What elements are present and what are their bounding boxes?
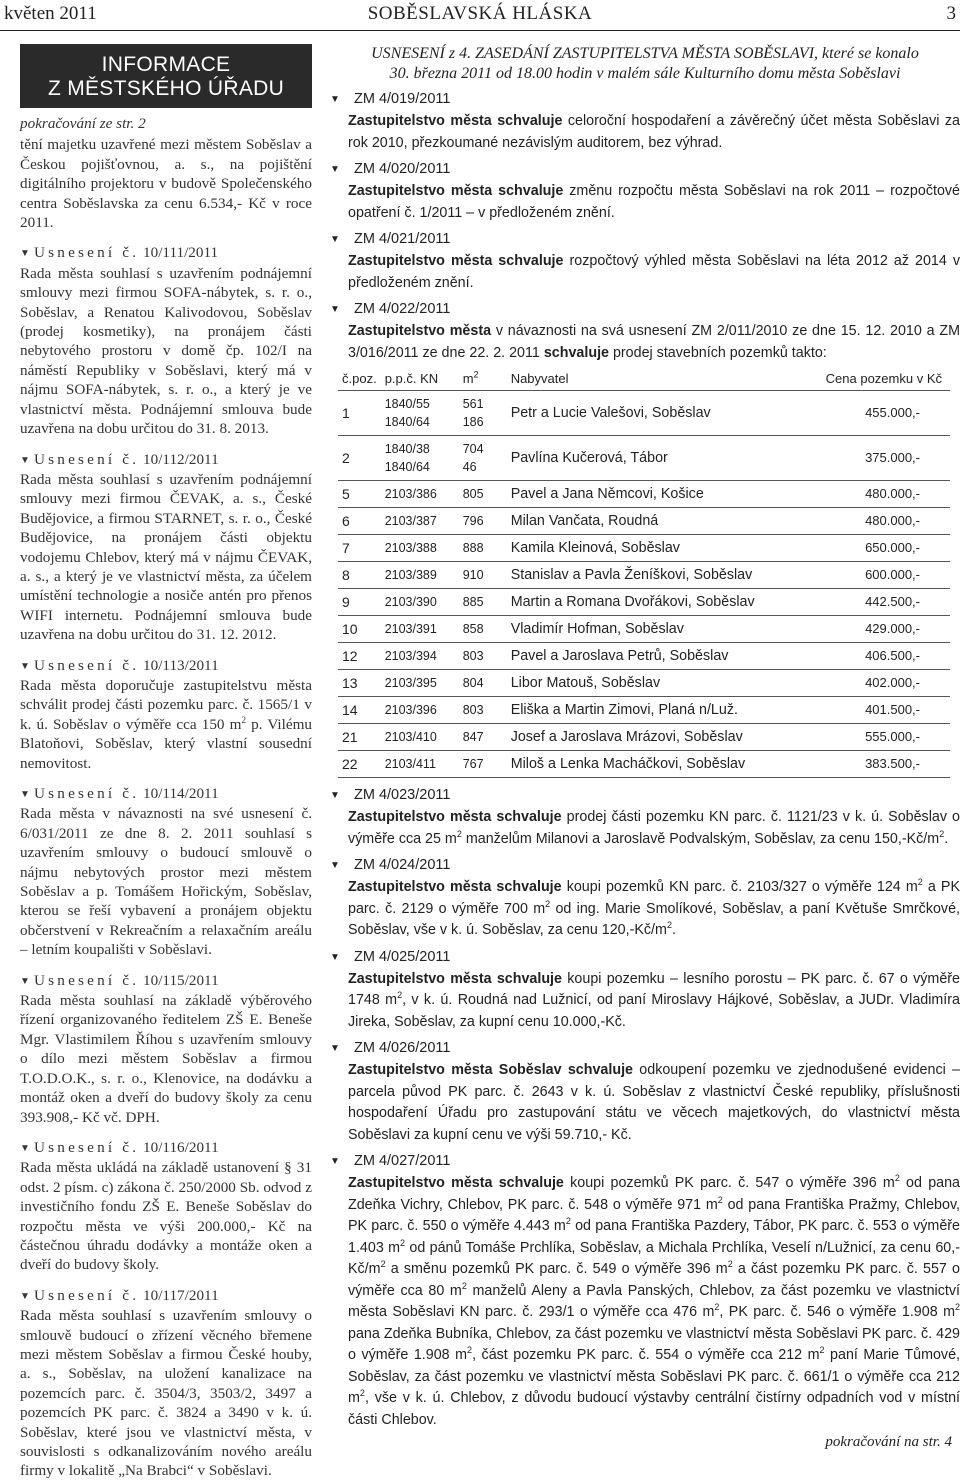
col-header-price: Cena pozemku v Kč [786, 368, 950, 391]
area: 803 [462, 649, 484, 663]
left-column [20, 44, 312, 1481]
resolution-item [330, 784, 960, 850]
resolution-text: Rada města doporučuje zastupitelstvu města schválit prodej části pozemku parc. č. 1565/1 v k. ú. Soběslav o výměře cca 150 $m^2$ p. Vilému Blatoňovi, Soběslav, který vlastní sousední nemovitost. [20, 676, 312, 772]
plot-number: 10 [338, 616, 381, 643]
area: 910 [462, 568, 484, 582]
resolution-text: koupi pozemku – lesního porostu – PK parc. č. 67 o výměře 1748 $m^2$, v k. ú. Roudná nad Lužnicí, od paní Miroslavy Hájkové, Soběslav, a JUDr. Vladimíra Jireka, Soběslav, za kupní cenu 10.000,-Kč. [348, 970, 960, 1030]
resolution-text: Rada města souhlasí s uzavřením podnájemní smlouvy mezi firmou SOFA-nábytek, s. r. o., Soběslav, a Renatou Kalivodovou, Soběslav (prodej kosmetiky), na pronájem části nebytového prostoru v domě čp. 102/I na náměstí Republiky v Soběslavi, který má v nájmu SOFA-nábytek, s. r. o., a který je ve vlastnictví města. Podnájemní smlouva bude uzavřena na dobu určitou do 31. 8. 2013. [20, 264, 312, 438]
buyer-name: Pavel a Jaroslava Petrů, Soběslav [507, 643, 786, 670]
resolution-lead: Zastupitelstvo města Soběslav schvaluje [348, 1062, 634, 1078]
running-header [0, 0, 960, 31]
plot-number: 9 [338, 589, 381, 616]
plot-price: 442.500,- [786, 589, 950, 616]
area: 561 [462, 397, 484, 411]
buyer-name: Eliška a Martin Zimovi, Planá n/Luž. [507, 697, 786, 724]
resolution-item [20, 450, 312, 645]
table-row [338, 481, 950, 508]
resolution-text: odkoupení pozemku ve zjednodušené evidenci – parcela původ PK parc. č. 2643 v k. ú. Soběslav z vlastnictví České republiky, příslušnosti hospodaření Úřadu pro zastupování státu ve věcech majetkových, do vlastnictví města Soběslavi za kupní cenu ve výši 59.710,- Kč. [348, 1062, 960, 1143]
plot-price: 555.000,- [786, 724, 950, 751]
resolution-label: Usnesení č. [34, 244, 140, 262]
plot-price: 383.500,- [786, 751, 950, 778]
area: 704 [462, 442, 484, 456]
plot-price: 480.000,- [786, 481, 950, 508]
bullet-arrow-icon: ▼ [20, 1290, 30, 1302]
resolution-item [330, 88, 960, 154]
resolution-label: Usnesení č. [34, 971, 140, 989]
buyer-name: Martin a Romana Dvořákovi, Soběslav [507, 589, 786, 616]
bullet-arrow-icon: ▼ [20, 660, 30, 672]
table-row [338, 697, 950, 724]
plot-price: 650.000,- [786, 535, 950, 562]
resolution-lead: Zastupitelstvo města schvaluje [348, 113, 563, 129]
plot-number: 6 [338, 508, 381, 535]
resolution-number: 10/112/2011 [143, 450, 219, 468]
resolution-item [330, 1037, 960, 1146]
resolution-item [20, 784, 312, 960]
lead-paragraph: tění majetku uzavřené mezi městem Soběslav a Českou pojišťovnou, a. s., na pojištění digitálního projektoru v budově Společenského centra Soběslavska za cenu 6.534,- Kč v roce 2011. [20, 136, 312, 232]
table-header-row [338, 368, 950, 391]
parcel-no: 1840/64 [384, 460, 430, 474]
parcel-no: 2103/394 [384, 649, 437, 663]
section-box [20, 44, 312, 108]
buyer-name: Stanislav a Pavla Ženíškovi, Soběslav [507, 562, 786, 589]
table-row [338, 670, 950, 697]
resolution-label: Usnesení č. [34, 1138, 140, 1156]
resolution-label: Usnesení č. [34, 656, 140, 674]
resolution-number: 10/115/2011 [143, 971, 219, 989]
resolution-number: ZM 4/020/2011 [354, 161, 451, 177]
resolution-number: ZM 4/024/2011 [354, 857, 451, 873]
parcel-no: 1840/38 [384, 442, 430, 456]
resolution-text: koupi pozemků KN parc. č. 2103/327 o výměře 124 $m^2$ a PK parc. č. 2129 o výměře 700 $m^2$ od ing. Marie Smolíkové, Soběslav, a paní Květuše Smrčkové, Soběslav, vše v k. ú. Soběslav, za cenu $120,-Kč/m^2$. [348, 877, 960, 938]
resolution-number: ZM 4/023/2011 [354, 787, 451, 803]
bullet-arrow-icon: ▼ [20, 454, 30, 466]
right-column [330, 44, 960, 1453]
resolution-lead: Zastupitelstvo města schvaluje [348, 1175, 564, 1191]
area: 46 [462, 460, 477, 474]
area: 888 [462, 541, 484, 555]
resolution-text: rozpočtový výhled města Soběslavi na léta 2012 až 2014 v předloženém znění. [348, 253, 960, 291]
page-number: 3 [946, 3, 956, 24]
area: 885 [462, 595, 484, 609]
parcel-no: 2103/390 [384, 595, 437, 609]
bullet-arrow-icon: ▼ [330, 1156, 340, 1167]
resolution-number: 10/111/2011 [143, 244, 219, 262]
resolution-text: v návaznosti na svá usnesení ZM 2/011/2010 ze dne 15. 12. 2010 a ZM 3/016/2011 ze dne 22. 2. 2011 [348, 323, 960, 361]
section-title-line1: INFORMACE [101, 53, 231, 76]
buyer-name: Libor Matouš, Soběslav [507, 670, 786, 697]
resolution-item [330, 854, 960, 942]
resolution-list [20, 243, 312, 1480]
resolution-text: celoroční hospodaření a závěrečný účet města Soběslavi za rok 2010, přezkoumané nezávislým auditorem, bez výhrad. [348, 113, 960, 151]
parcel-no: 2103/386 [384, 487, 437, 501]
section-title-line2: Z MĚSTSKÉHO ÚŘADU [47, 77, 285, 100]
buyer-name: Josef a Jaroslava Mrázovi, Soběslav [507, 724, 786, 751]
parcel-no: 2103/387 [384, 514, 437, 528]
col-header-buyer: Nabyvatel [507, 368, 786, 391]
buyer-name: Kamila Kleinová, Soběslav [507, 535, 786, 562]
resolution-number: ZM 4/021/2011 [354, 231, 451, 247]
area: 804 [462, 676, 484, 690]
resolution-number: 10/116/2011 [143, 1138, 219, 1156]
parcel-no: 2103/389 [384, 568, 437, 582]
resolution-text: Rada města ukládá na základě ustanovení § 31 odst. 2 písm. c) zákona č. 250/2000 Sb. odvod z investičního fondu ZŠ E. Beneše Soběslav do rozpočtu města ve výši 200.000,- Kč na částečnou úhradu dodávky a montáže oken a dveří do budovy školy. [20, 1159, 312, 1274]
plot-number: 13 [338, 670, 381, 697]
resolution-item [20, 656, 312, 773]
bullet-arrow-icon: ▼ [330, 304, 340, 315]
parcel-no: 2103/396 [384, 703, 437, 717]
continued-from: pokračování ze str. 2 [20, 115, 146, 132]
publication-title: SOBĚSLAVSKÁ HLÁSKA [367, 3, 593, 24]
table-row [338, 508, 950, 535]
bullet-arrow-icon: ▼ [330, 234, 340, 245]
parcel-no: 1840/55 [384, 397, 430, 411]
bullet-arrow-icon: ▼ [330, 164, 340, 175]
plot-number: 8 [338, 562, 381, 589]
table-row [338, 616, 950, 643]
issue-date: květen 2011 [4, 3, 97, 24]
resolution-text: Rada města souhlasí s uzavřením smlouvy o smlouvě budoucí o zřízení věcného břemene mezi městem Soběslav a firmou České houby, a. s., Soběslav, na uložení kanalizace na pozemcích parc. č. 3504/3, 3503/2, 3497 a pozemcích PK parc. č. 3824 a 3490 v k. ú. Soběslav, které jsou ve vlastnictví města, v souvislosti s odkanalizováním nového areálu firmy v lokalitě „Na Brabci“ v Soběslavi. [20, 1307, 312, 1480]
resolution-item [330, 1150, 960, 1431]
col-header-poz: č.poz. [338, 368, 381, 391]
continued-on: pokračování na str. 4 [825, 1434, 952, 1450]
parcel-no: 2103/410 [384, 730, 437, 744]
table-row [338, 436, 950, 481]
resolution-number: 10/114/2011 [143, 785, 219, 802]
plot-number: 7 [338, 535, 381, 562]
resolution-number: 10/113/2011 [143, 656, 219, 674]
resolutions-bottom [330, 784, 960, 1431]
plot-price: 375.000,- [786, 436, 950, 481]
resolution-text: Rada města v návaznosti na své usnesení č. 6/031/2011 ze dne 8. 2. 2011 souhlasí s uzavřením smlouvy o budoucí smlouvě o nájmu nebytových prostor mezi městem Soběslav a p. Tomášem Hořickým, Soběslav, kterou se řeší vybavení a pronájem objektu občerstvení v Rekreačním a relaxačním areálu – letním koupališti v Soběslavi. [20, 805, 312, 959]
resolutions-top [330, 88, 960, 294]
resolution-verb: schvaluje [543, 344, 609, 361]
plot-price: 401.500,- [786, 697, 950, 724]
area: 767 [462, 757, 484, 771]
resolution-number: 10/117/2011 [143, 1286, 219, 1304]
resolution-item [330, 228, 960, 294]
resolution-label: Usnesení č. [34, 1286, 140, 1304]
table-row [338, 724, 950, 751]
resolution-number: ZM 4/022/2011 [354, 301, 451, 317]
table-row [338, 535, 950, 562]
resolution-text-end: prodej stavebních pozemků takto: [609, 344, 827, 361]
table-row [338, 391, 950, 436]
area: 803 [462, 703, 484, 717]
resolution-item [330, 946, 960, 1034]
resolution-item [20, 971, 312, 1127]
buyer-name: Milan Vančata, Roudná [507, 508, 786, 535]
resolution-text: změnu rozpočtu města Soběslavi na rok 2011 – rozpočtové opatření č. 1/2011 – v předloženém znění. [348, 183, 960, 221]
bullet-arrow-icon: ▼ [330, 94, 340, 105]
resolution-item [20, 1286, 312, 1481]
col-header-ppc: p.p.č. KN [381, 368, 459, 391]
bullet-arrow-icon: ▼ [20, 789, 30, 800]
table-row [338, 589, 950, 616]
resolution-lead: Zastupitelstvo města schvaluje [348, 183, 564, 199]
resolution-number: ZM 4/027/2011 [354, 1153, 451, 1169]
parcel-no: 1840/64 [384, 415, 430, 429]
resolution-022 [330, 298, 960, 364]
bullet-arrow-icon: ▼ [330, 1043, 340, 1054]
plot-number: 1 [338, 391, 381, 436]
assembly-heading-line1: USNESENÍ z 4. ZASEDÁNÍ ZASTUPITELSTVA MĚSTA SOBĚSLAVI, které se konalo [371, 45, 919, 62]
plot-number: 12 [338, 643, 381, 670]
area: 186 [462, 415, 484, 429]
plot-price: 429.000,- [786, 616, 950, 643]
table-row [338, 643, 950, 670]
resolution-lead: Zastupitelstvo města schvaluje [348, 970, 562, 987]
buyer-name: Pavlína Kučerová, Tábor [507, 436, 786, 481]
plot-number: 14 [338, 697, 381, 724]
area: 847 [462, 730, 484, 744]
plot-price: 455.000,- [786, 391, 950, 436]
resolution-lead: Zastupitelstvo města schvaluje [348, 879, 562, 895]
resolution-text: Rada města souhlasí s uzavřením podnájemní smlouvy mezi firmou ČEVAK, a. s., České Budějovice, a firmou STARNET, s. r. o., České Budějovice, na pronájem části objektu vodojemu Chlebov, který má v nájmu ČEVAK, a. s., a který je ve vlastnictví města, za účelem umístění technologie a nosiče antén pro přenos WIFI internetu. Podnájemní smlouva bude uzavřena na dobu určitou do 31. 12. 2012. [20, 470, 312, 644]
plot-price: 406.500,- [786, 643, 950, 670]
resolution-text: Rada města souhlasí na základě výběrového řízení organizovaného ředitelem ZŠ E. Beneše Mgr. Vlastimilem Říhou s uzavřením smlouvy o dílo mezi městem Soběslav a firmou T.O.D.O.K., s. r. o., Klenovice, na dodávku a montáž oken a dveří do budovy školy za cenu 393.908,- Kč vč. DPH. [20, 992, 312, 1126]
parcel-no: 2103/391 [384, 622, 437, 636]
resolution-item [20, 1138, 312, 1275]
plot-number: 21 [338, 724, 381, 751]
table-row [338, 562, 950, 589]
plot-number: 2 [338, 436, 381, 481]
resolution-number: ZM 4/019/2011 [354, 91, 451, 107]
bullet-arrow-icon: ▼ [330, 790, 340, 801]
plot-price: 600.000,- [786, 562, 950, 589]
resolution-number: ZM 4/025/2011 [354, 948, 451, 965]
table-row [338, 751, 950, 778]
resolution-item [20, 243, 312, 438]
resolution-label: Usnesení č. [34, 785, 140, 802]
resolution-text: prodej části pozemku KN parc. č. 1121/23 v k. ú. Soběslav o výměře cca 25 $m^2$ manželům Milanovi a Jaroslavě Podvalským, Soběslav, za cenu $150,-Kč/m^2$. [348, 809, 960, 847]
area: 805 [462, 487, 484, 501]
parcel-no: 2103/395 [384, 676, 437, 690]
buyer-name: Miloš a Lenka Macháčkovi, Soběslav [507, 751, 786, 778]
plot-price: 480.000,- [786, 508, 950, 535]
resolution-label: Usnesení č. [34, 450, 140, 468]
parcel-table [338, 368, 950, 778]
buyer-name: Petr a Lucie Valešovi, Soběslav [507, 391, 786, 436]
assembly-heading-line2: 30. března 2011 od 18.00 hodin v malém sále Kulturního domu města Soběslavi [389, 65, 901, 82]
area: 796 [462, 514, 484, 528]
resolution-lead: Zastupitelstvo města [348, 323, 492, 339]
resolution-text: koupi pozemků PK parc. č. 547 o výměře 396 $m^2$ od pana Zdeňka Vichry, Chlebov, PK parc. č. 548 o výměře 971 $m^2$ od pana Františka Pražmy, Chlebov, PK parc. č. 550 o výměře 4.443 $m^2$ od pana Františka Pazdery, Tábor, PK parc. č. 553 o výměře 1.403 $m^2$ od pánů Tomáše Prchlíka, Soběslav, a Michala Prchlíka, Veselí n/Lužnicí, za cenu 60,- $Kč/m^2$ a směnu pozemků PK parc. č. 549 o výměře 396 $m^2$ a část pozemku PK parc. č. 557 o výměře cca 80 $m^2$ manželů Aleny a Pavla Panských, Chlebov, za část pozemku ve vlastnictví města Soběslavi KN parc. č. 293/1 o výměře cca 476 $m^2$, PK parc. č. 546 o výměře 1.908 $m^2$ pana Zdeňka Bubníka, Chlebov, za část pozemku ve vlastnictví města Soběslavi PK parc. č. 429 o výměře 1.908 $m^2$, část pozemku PK parc. č. 554 o výměře cca 212 $m^2$ paní Marie Tůmové, Soběslav, za část pozemku ve vlastnictví města Soběslavi PK parc. č. 661/1 o výměře cca 212 $m^2$, vše v k. ú. Chlebov, z důvodu budoucí výstavby centrální čistírny odpadních vod v místní části Chlebov. [348, 1173, 960, 1428]
bullet-arrow-icon: ▼ [20, 248, 30, 260]
plot-number: 22 [338, 751, 381, 778]
bullet-arrow-icon: ▼ [20, 975, 30, 987]
bullet-arrow-icon: ▼ [330, 860, 340, 871]
area: 858 [462, 622, 484, 636]
col-header-area: $m^2$ [459, 368, 507, 391]
plot-number: 5 [338, 481, 381, 508]
resolution-lead: Zastupitelstvo města schvaluje [348, 809, 562, 825]
buyer-name: Vladimír Hofman, Soběslav [507, 616, 786, 643]
resolution-number: ZM 4/026/2011 [354, 1040, 451, 1056]
bullet-arrow-icon: ▼ [330, 951, 340, 963]
resolution-lead: Zastupitelstvo města schvaluje [348, 253, 564, 269]
resolution-item [330, 158, 960, 224]
plot-price: 402.000,- [786, 670, 950, 697]
buyer-name: Pavel a Jana Němcovi, Košice [507, 481, 786, 508]
parcel-no: 2103/388 [384, 541, 437, 555]
bullet-arrow-icon: ▼ [20, 1142, 30, 1154]
parcel-no: 2103/411 [384, 757, 436, 771]
